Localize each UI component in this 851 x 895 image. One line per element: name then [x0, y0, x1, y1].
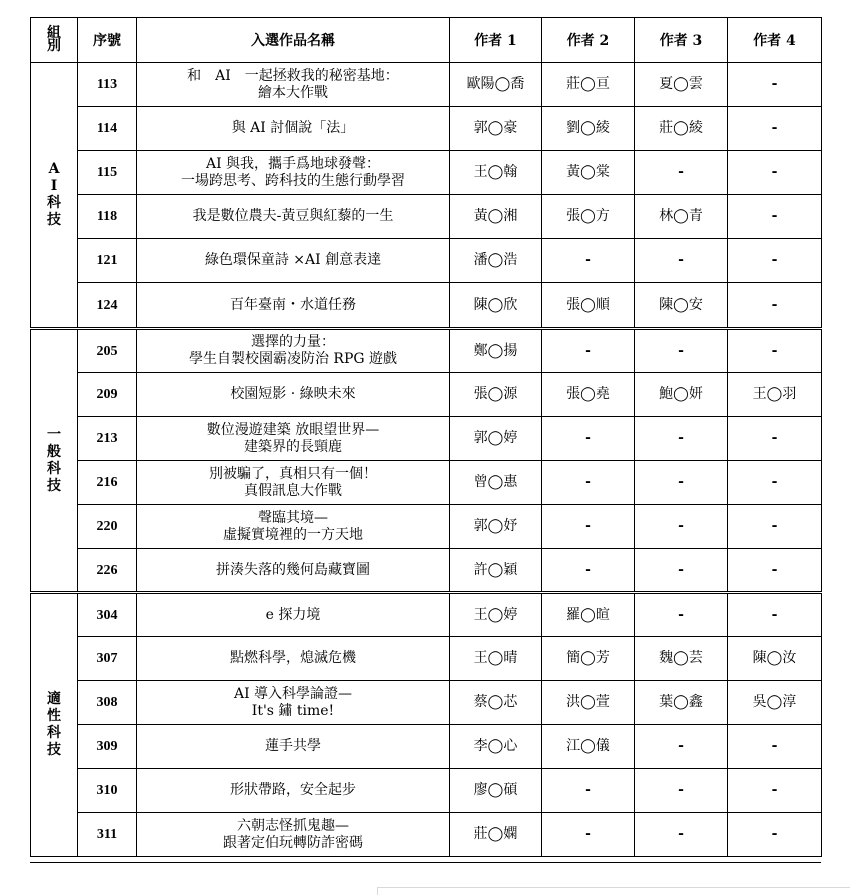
- work-title-line: 選擇的力量：: [251, 334, 335, 350]
- work-title-line: 形狀帶路，安全起步: [230, 782, 356, 798]
- author-3: 魏◯芸: [635, 637, 728, 681]
- author-1: 鄭◯揚: [450, 329, 542, 373]
- author-4: -: [728, 461, 822, 505]
- table-row: [31, 417, 822, 461]
- author-3: -: [635, 593, 728, 637]
- table-row: [31, 549, 822, 593]
- work-title: [137, 63, 450, 107]
- serial-number: 115: [78, 151, 137, 195]
- author-4: -: [728, 813, 822, 857]
- work-title-line: 一場跨思考、跨科技的生態行動學習: [181, 172, 405, 189]
- author-2: -: [542, 769, 635, 813]
- author-4: -: [728, 283, 822, 329]
- author-4: -: [728, 151, 822, 195]
- table-row: [31, 461, 822, 505]
- work-title-line: 拼湊失落的幾何島藏寶圖: [216, 561, 370, 578]
- author-1: 曾◯惠: [450, 461, 542, 505]
- header-serial: 序號: [78, 18, 137, 63]
- serial-number: 226: [78, 549, 137, 593]
- author-4: -: [728, 505, 822, 549]
- author-3: 鮑◯妍: [635, 373, 728, 417]
- author-2: 羅◯暄: [542, 593, 635, 637]
- serial-number: 216: [78, 461, 137, 505]
- author-2: 洪◯萱: [542, 681, 635, 725]
- serial-number: 308: [78, 681, 137, 725]
- table-row: [31, 329, 822, 373]
- group-label: 適性科技: [31, 593, 78, 857]
- table-row: [31, 373, 822, 417]
- table-row: [31, 813, 822, 857]
- author-1: 王◯晴: [450, 637, 542, 681]
- author-3: -: [635, 769, 728, 813]
- author-3: -: [635, 329, 728, 373]
- work-title: [137, 681, 450, 725]
- author-2: 簡◯芳: [542, 637, 635, 681]
- work-title: [137, 593, 450, 637]
- group-label: 一般科技: [31, 329, 78, 593]
- serial-number: 309: [78, 725, 137, 769]
- author-4: -: [728, 63, 822, 107]
- author-2: -: [542, 417, 635, 461]
- author-2: 劉◯綾: [542, 107, 635, 151]
- author-3: 林◯青: [635, 195, 728, 239]
- table-row: [31, 151, 822, 195]
- author-1: 廖◯碩: [450, 769, 542, 813]
- author-4: -: [728, 329, 822, 373]
- author-3: 葉◯鑫: [635, 681, 728, 725]
- work-title: [137, 107, 450, 151]
- author-4: 王◯羽: [728, 373, 822, 417]
- work-title: [137, 417, 450, 461]
- author-1: 莊◯嫻: [450, 813, 542, 857]
- author-2: 江◯儀: [542, 725, 635, 769]
- work-title-line: 百年臺南・水道任務: [230, 296, 356, 313]
- work-title-line: 綠色環保童詩 ×AI 創意表達: [204, 252, 382, 268]
- author-4: -: [728, 725, 822, 769]
- author-1: 張◯源: [450, 373, 542, 417]
- work-title: [137, 195, 450, 239]
- author-4: -: [728, 107, 822, 151]
- author-3: -: [635, 549, 728, 593]
- author-3: -: [635, 813, 728, 857]
- author-4: -: [728, 769, 822, 813]
- work-title: [137, 239, 450, 283]
- work-title-line: 虛擬實境裡的一方天地: [223, 526, 363, 543]
- work-title-line: 聲臨其境—: [258, 509, 328, 526]
- table-row: [31, 593, 822, 637]
- author-4: -: [728, 549, 822, 593]
- author-1: 黃◯湘: [450, 195, 542, 239]
- table-row: [31, 107, 822, 151]
- work-title-line: 蓮手共學: [265, 738, 321, 754]
- work-title-line: 校園短影 · 綠映未來: [230, 386, 356, 402]
- work-title-line: 繪本大作戰: [258, 84, 328, 101]
- serial-number: 307: [78, 637, 137, 681]
- author-3: 夏◯雲: [635, 63, 728, 107]
- author-3: -: [635, 505, 728, 549]
- work-title-line: 數位漫遊建築 放眼望世界—: [206, 421, 380, 438]
- work-title: [137, 725, 450, 769]
- serial-number: 304: [78, 593, 137, 637]
- author-4: -: [728, 593, 822, 637]
- header-author-3: 作者 3: [635, 18, 728, 63]
- serial-number: 118: [78, 195, 137, 239]
- work-title: [137, 283, 450, 329]
- table-row: [31, 239, 822, 283]
- work-title-line: 跟著定伯玩轉防詐密碼: [223, 834, 363, 851]
- table-bottom-rule: [30, 862, 821, 863]
- table-row: [31, 637, 822, 681]
- header-row: [31, 18, 822, 63]
- serial-number: 113: [78, 63, 137, 107]
- author-1: 王◯婷: [450, 593, 542, 637]
- author-4: 陳◯汝: [728, 637, 822, 681]
- work-title-line: e 探力境: [265, 606, 321, 623]
- work-title: [137, 637, 450, 681]
- author-3: -: [635, 239, 728, 283]
- serial-number: 310: [78, 769, 137, 813]
- author-2: 張◯方: [542, 195, 635, 239]
- work-title-line: 與 AI 討個說「法」: [231, 120, 355, 136]
- table-row: [31, 769, 822, 813]
- author-1: 陳◯欣: [450, 283, 542, 329]
- author-1: 郭◯婷: [450, 417, 542, 461]
- work-title-line: 真假訊息大作戰: [244, 482, 342, 499]
- serial-number: 220: [78, 505, 137, 549]
- author-2: -: [542, 813, 635, 857]
- header-author-2: 作者 2: [542, 18, 635, 63]
- author-4: -: [728, 239, 822, 283]
- author-2: 張◯堯: [542, 373, 635, 417]
- serial-number: 205: [78, 329, 137, 373]
- work-title-line: AI 與我，攜手爲地球發聲：: [205, 155, 381, 172]
- author-1: 李◯心: [450, 725, 542, 769]
- table-row: [31, 195, 822, 239]
- work-title-line: 點燃科學，熄滅危機: [230, 650, 356, 666]
- work-title-line: AI 導入科學論證—: [233, 685, 353, 702]
- serial-number: 213: [78, 417, 137, 461]
- author-2: -: [542, 239, 635, 283]
- work-title: [137, 373, 450, 417]
- header-group: 組別: [31, 18, 78, 63]
- work-title-line: It's 鏽 time!: [251, 702, 335, 719]
- table-row: [31, 63, 822, 107]
- work-title: [137, 769, 450, 813]
- work-title-line: 別被騙了，真相只有一個！: [209, 465, 377, 482]
- author-2: 黃◯棠: [542, 151, 635, 195]
- author-4: 吳◯淳: [728, 681, 822, 725]
- work-title-line: 六朝志怪抓鬼趣—: [237, 817, 349, 834]
- header-author-4: 作者 4: [728, 18, 822, 63]
- serial-number: 311: [78, 813, 137, 857]
- author-1: 郭◯豪: [450, 107, 542, 151]
- author-4: -: [728, 195, 822, 239]
- author-1: 蔡◯芯: [450, 681, 542, 725]
- work-title: [137, 151, 450, 195]
- award-table: [30, 17, 822, 857]
- author-3: 陳◯安: [635, 283, 728, 329]
- table-row: [31, 283, 822, 329]
- serial-number: 114: [78, 107, 137, 151]
- author-3: -: [635, 725, 728, 769]
- header-author-1: 作者 1: [450, 18, 542, 63]
- author-3: -: [635, 151, 728, 195]
- work-title: [137, 505, 450, 549]
- work-title: [137, 329, 450, 373]
- work-title: [137, 813, 450, 857]
- author-3: -: [635, 417, 728, 461]
- work-title: [137, 549, 450, 593]
- author-2: 張◯順: [542, 283, 635, 329]
- serial-number: 209: [78, 373, 137, 417]
- author-2: 莊◯亘: [542, 63, 635, 107]
- author-1: 王◯翰: [450, 151, 542, 195]
- author-2: -: [542, 329, 635, 373]
- author-3: 莊◯綾: [635, 107, 728, 151]
- author-1: 許◯穎: [450, 549, 542, 593]
- table-row: [31, 505, 822, 549]
- table-row: [31, 681, 822, 725]
- author-1: 歐陽◯喬: [450, 63, 542, 107]
- work-title-line: 建築界的長頸鹿: [244, 438, 342, 455]
- author-2: -: [542, 549, 635, 593]
- author-1: 郭◯妤: [450, 505, 542, 549]
- group-label: AI科技: [31, 63, 78, 329]
- header-title: 入選作品名稱: [137, 18, 450, 63]
- work-title-line: 學生自製校園霸凌防治 RPG 遊戲: [188, 351, 398, 367]
- work-title: [137, 461, 450, 505]
- author-1: 潘◯浩: [450, 239, 542, 283]
- author-2: -: [542, 461, 635, 505]
- work-title-line: 和 AI 一起拯救我的秘密基地：: [187, 67, 399, 84]
- author-2: -: [542, 505, 635, 549]
- author-4: -: [728, 417, 822, 461]
- table-row: [31, 725, 822, 769]
- serial-number: 124: [78, 283, 137, 329]
- serial-number: 121: [78, 239, 137, 283]
- author-3: -: [635, 461, 728, 505]
- work-title-line: 我是數位農夫-黃豆與紅藜的一生: [192, 208, 394, 224]
